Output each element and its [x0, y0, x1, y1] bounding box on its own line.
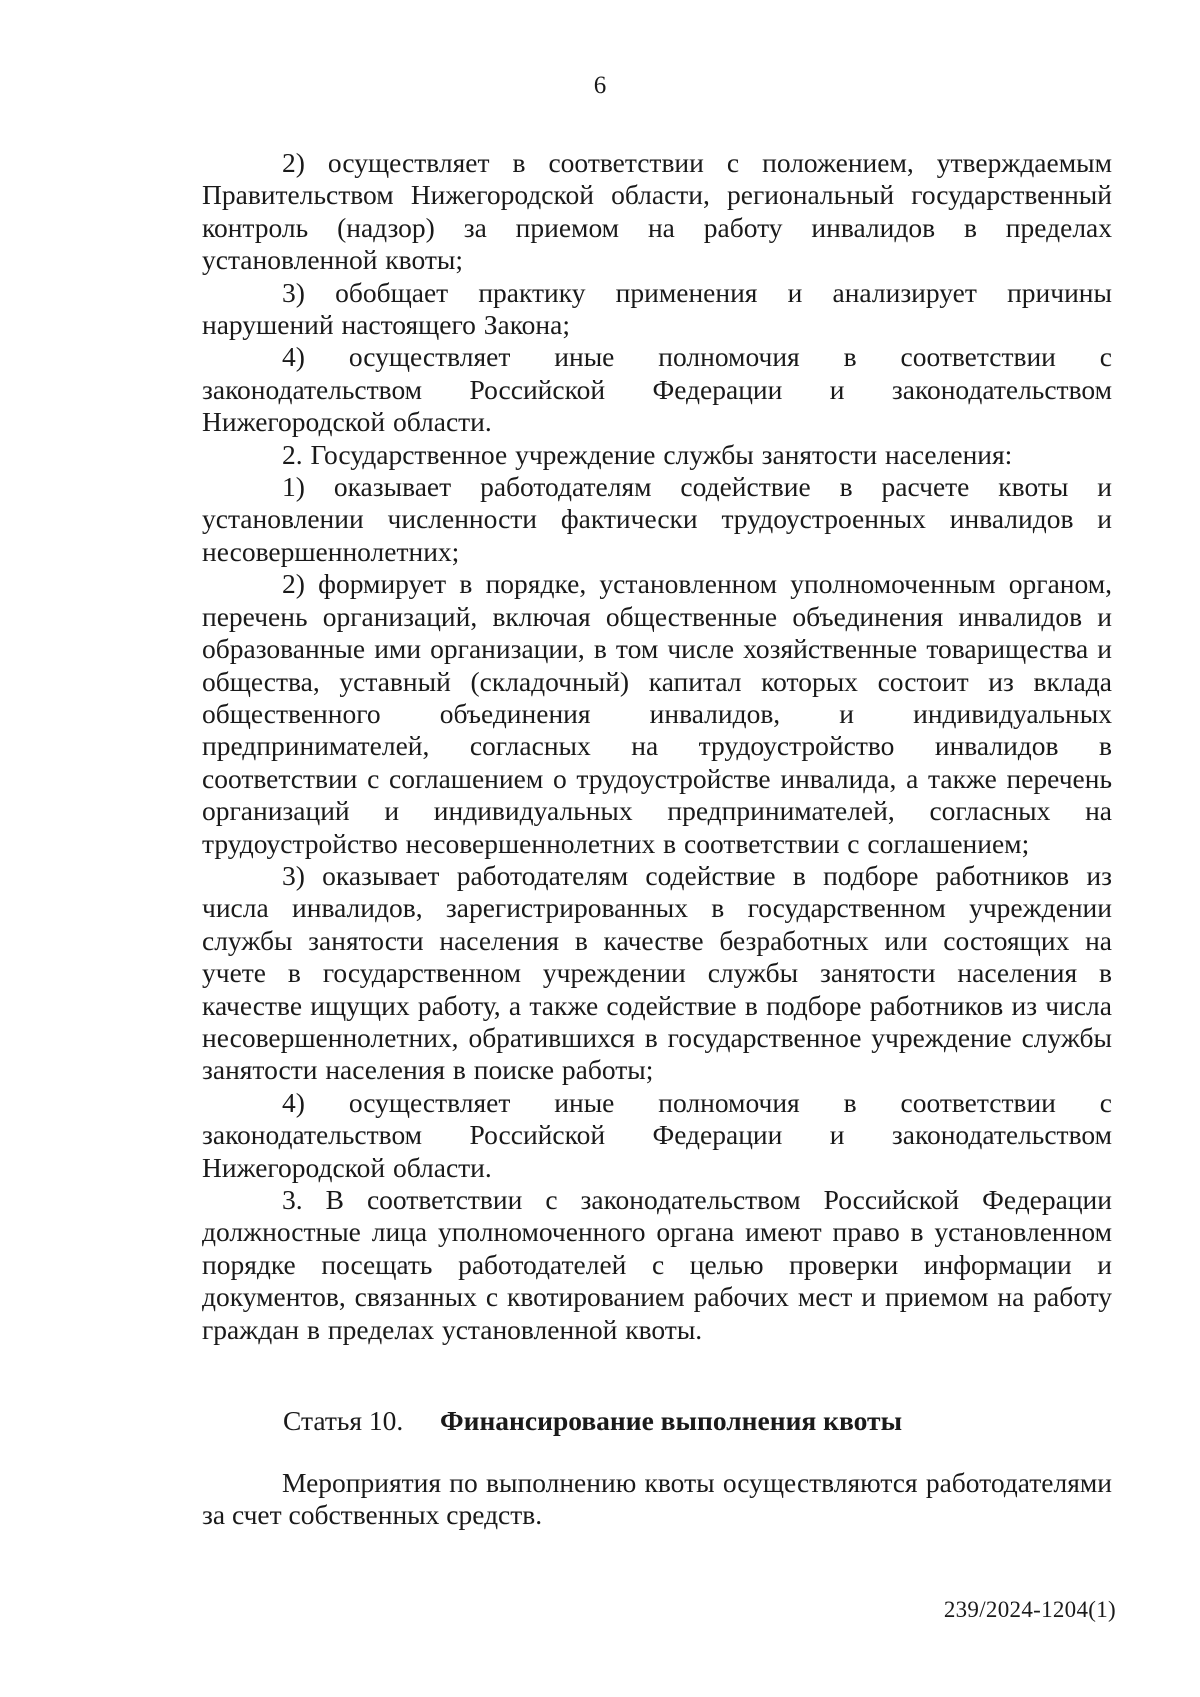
paragraph-clause-4-other-powers: 4) осуществляет иные полномочия в соответствии с законодательством Российской Федерации и законодательством Нижегородской области. — [202, 1086, 1112, 1183]
document-body — [202, 147, 1112, 1346]
article-label: Статья 10. — [283, 1405, 404, 1436]
paragraph-clause-3-worker-selection: 3) оказывает работодателям содействие в подборе работников из числа инвалидов, зарегистрированных в государственном учреждении службы занятости населения в качестве безработных или состоящих на учете в государственном учреждении службы занятости населения в качестве ищущих работу, а также содействие в подборе работников из числа несовершеннолетних, обратившихся в государственное учреждение службы занятости населения в поиске работы; — [202, 859, 1112, 1086]
article-heading — [283, 1404, 1112, 1438]
paragraph-clause-1-quota-assist: 1) оказывает работодателям содействие в расчете квоты и установлении численности фактически трудоустроенных инвалидов и несовершеннолетних; — [202, 471, 1112, 567]
article-title: Финансирование выполнения квоты — [440, 1405, 903, 1436]
article-paragraph: Мероприятия по выполнению квоты осуществляются работодателями за счет собственных средств. — [202, 1467, 1112, 1531]
paragraph-clause-3-practice: 3) обобщает практику применения и анализирует причины нарушений настоящего Закона; — [202, 276, 1112, 341]
paragraph-clause-2-organizations-list: 2) формирует в порядке, установленном уполномоченным органом, перечень организаций, включая общественные объединения инвалидов и образованные ими организации, в том числе хозяйственные товарищества и общества, уставный (складочный) капитал которых состоит из вклада общественного объединения инвалидов, и индивидуальных предпринимателей, согласных на трудоустройство инвалидов в соответствии с соглашением о трудоустройстве инвалида, а также перечень организаций и индивидуальных предпринимателей, согласных на трудоустройство несовершеннолетних в соответствии с соглашением; — [202, 568, 1112, 859]
page-number: 6 — [593, 72, 607, 99]
article-body — [202, 1467, 1112, 1532]
paragraph-section-3-inspections: 3. В соответствии с законодательством Российской Федерации должностные лица уполномоченного органа имеют право в установленном порядке посещать работодателей с целью проверки информации и документов, связанных с квотированием рабочих мест и приемом на работу граждан в пределах установленной квоты. — [202, 1184, 1112, 1345]
paragraph-section-2-heading: 2. Государственное учреждение службы занятости населения: — [282, 438, 1013, 470]
document-code: 239/2024-1204(1) — [943, 1597, 1116, 1622]
paragraph-clause-2-control: 2) осуществляет в соответствии с положением, утверждаемым Правительством Нижегородской области, региональный государственный контроль (надзор) за приемом на работу инвалидов в пределах установленной квоты; — [202, 147, 1112, 276]
paragraph-clause-4-powers: 4) осуществляет иные полномочия в соответствии с законодательством Российской Федерации и законодательством Нижегородской области. — [202, 341, 1112, 438]
